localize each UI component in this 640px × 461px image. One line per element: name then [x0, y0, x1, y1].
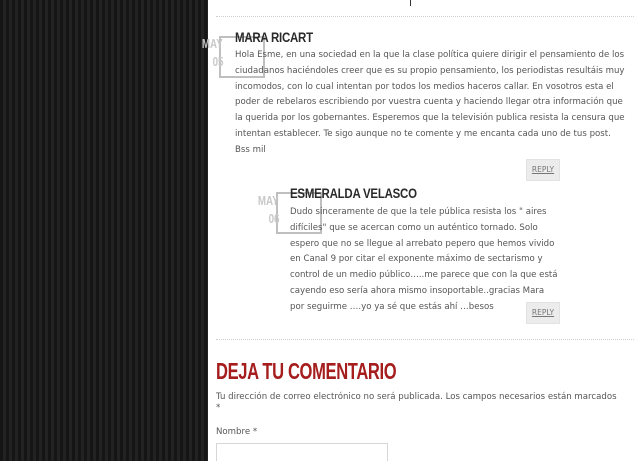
comment-date-month: MAY: [202, 36, 223, 51]
name-label-text: Nombre: [216, 427, 251, 437]
name-input[interactable]: [216, 443, 388, 461]
comments-section: [202, 0, 640, 461]
left-background-band: [0, 0, 208, 461]
comment-date-day: 05: [212, 54, 223, 69]
respond-title: DEJA TU COMENTARIO: [216, 358, 397, 384]
comment-notes-text: Tu dirección de correo electrónico no será publicada. Los campos necesarios están marcados: [216, 392, 617, 402]
required-mark: *: [216, 403, 221, 413]
comment-date-month: MAY: [258, 193, 279, 208]
reply-button[interactable]: REPLY: [526, 302, 560, 324]
comment-author[interactable]: ESMERALDA VELASCO: [290, 185, 417, 201]
comment-body: Hola Esme, en una sociedad en la que la clase política quiere dirigir el pensamiento de los ciudadanos haciéndoles creer que es su propio pensamiento, los periodistas resultáis muy incomodos, con lo cual intentan por todos los medios haceros callar. En vosotros esta el poder de rebelaros escribiendo por vuestra cuenta y haciendo llegar otra información que la querida por los gobernantes. Esperemos que la televisión publica resista la censura que intentan establecer. Te sigo aunque no te comente y me encanta cada uno de tus post. Bss mil: [235, 50, 625, 155]
comment-date-day: 06: [268, 211, 279, 226]
comment-body: Dudo sinceramente de que la tele pública resista los " aires difíciles" que se acercan como un auténtico tornado. Solo espero que no se llegue al arrebato pepero que hemos vivido en Canal 9 por citar el exponente máximo de sectarismo y control de un medio público…..me parece que con la que está cayendo eso sería ahora mismo insoportable..gracias Mara por seguirme ….yo ya sé que estás ahí …besos: [290, 207, 558, 312]
divider: [216, 339, 634, 340]
reply-button[interactable]: REPLY: [526, 159, 560, 181]
divider-tick: [410, 0, 411, 6]
divider: [216, 16, 634, 17]
comment-notes: [216, 392, 628, 414]
comment-author[interactable]: MARA RICART: [235, 29, 313, 45]
name-field-label: [216, 427, 257, 437]
required-mark: *: [252, 427, 258, 437]
